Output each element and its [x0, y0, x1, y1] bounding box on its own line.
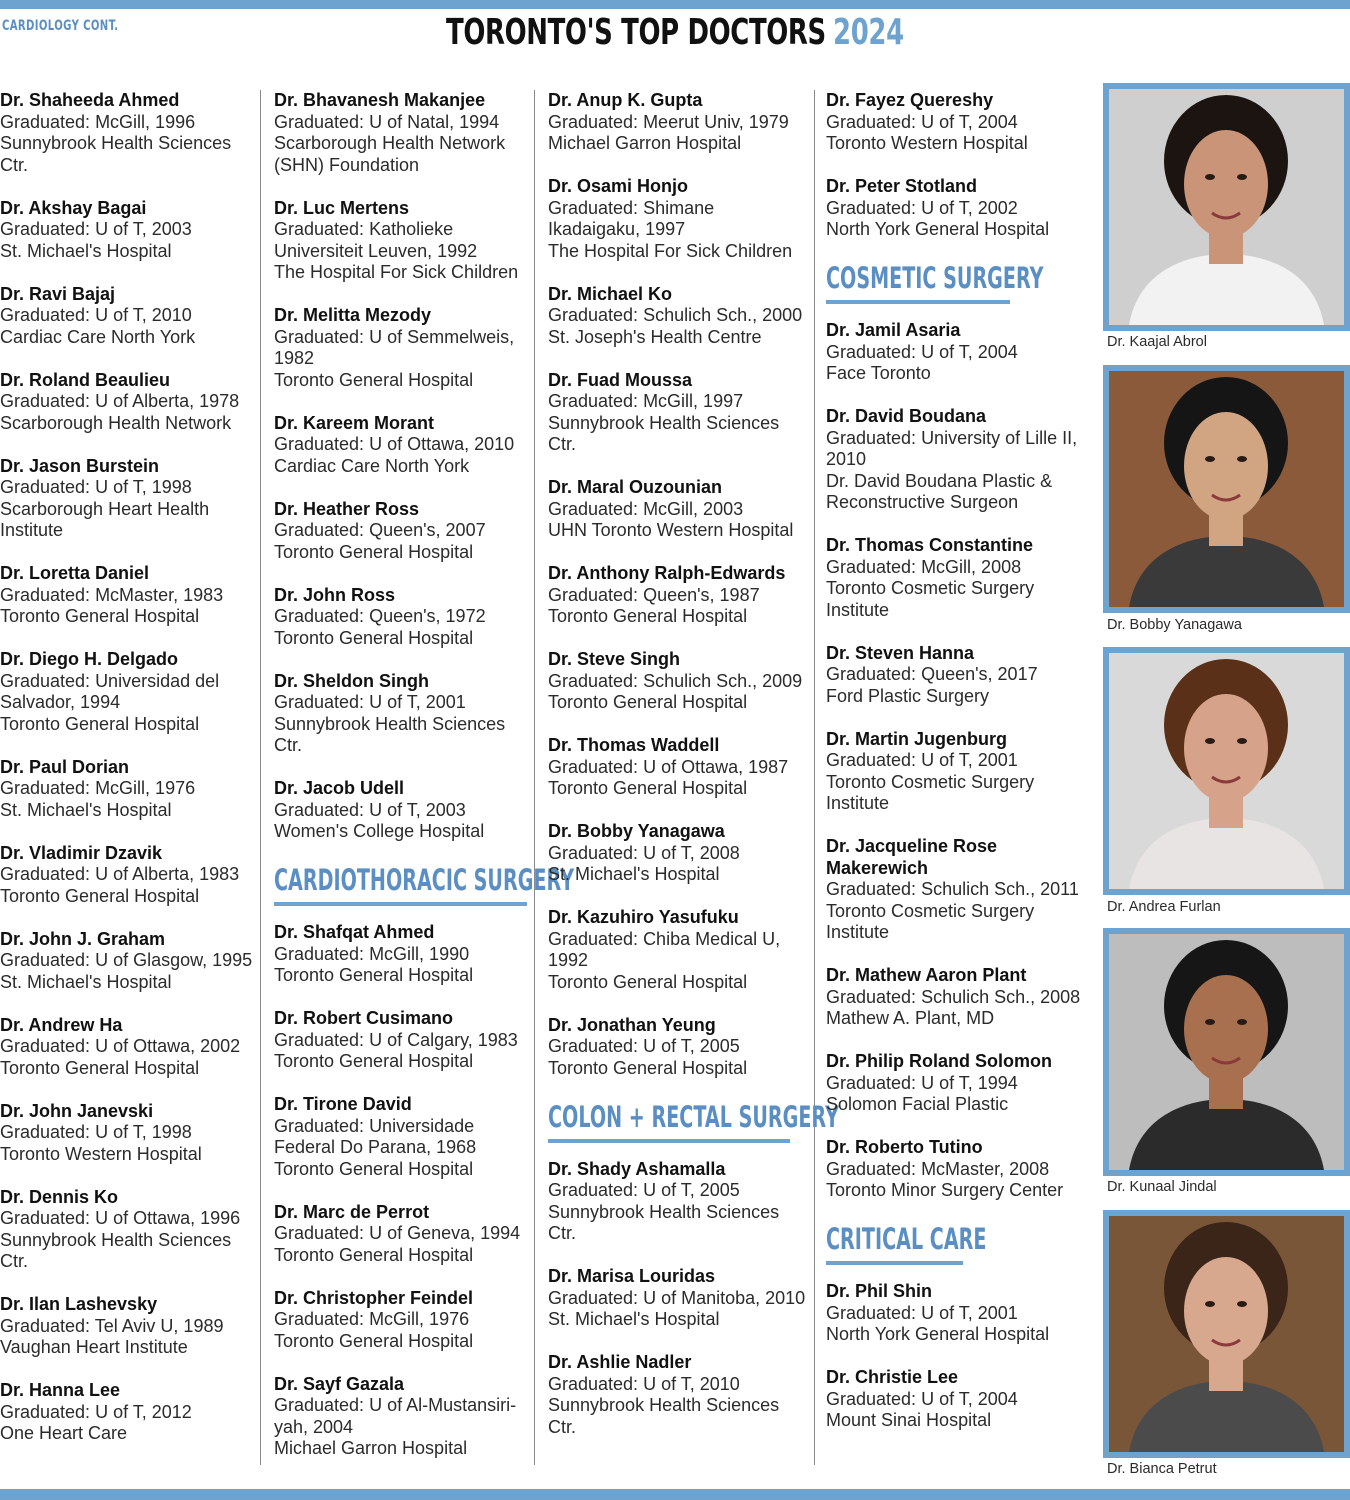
- portrait-photo: [1103, 365, 1350, 613]
- portrait-photo: [1103, 83, 1350, 331]
- doctor-hospital: The Hospital For Sick Children: [274, 262, 519, 282]
- section-label: CARDIOLOGY CONT.: [2, 18, 119, 34]
- doctor-name: Dr. Shafqat Ahmed: [274, 922, 435, 942]
- doctor-name: Dr. Thomas Constantine: [826, 535, 1034, 555]
- doctor-name: Dr. Ravi Bajaj: [0, 283, 116, 304]
- doctor-hospital: Sunnybrook Health Sciences Ctr.: [0, 133, 232, 175]
- doctor-name: Dr. Christie Lee: [826, 1367, 959, 1387]
- doctor-entry: [826, 535, 1096, 621]
- column-divider: [260, 90, 261, 1465]
- doctor-graduated: Graduated: University of Lille II, 2010: [826, 427, 1078, 469]
- doctor-name: Dr. Melitta Mezody: [274, 305, 432, 325]
- portrait-eye: [1205, 1019, 1215, 1025]
- doctor-entry: [548, 821, 810, 886]
- doctor-hospital: Mathew A. Plant, MD: [826, 1008, 995, 1028]
- doctor-graduated: Graduated: U of T, 1998: [0, 1122, 192, 1142]
- portrait-face: [1184, 412, 1268, 520]
- doctor-graduated: Graduated: McGill, 2008: [826, 556, 1022, 577]
- doctor-entry: [274, 585, 530, 650]
- section-heading-cosmetic: [826, 262, 1096, 308]
- doctor-graduated: Graduated: Schulich Sch., 2000: [548, 305, 803, 325]
- doctor-name: Dr. John Ross: [274, 584, 396, 605]
- doctor-graduated: Graduated: Schulich Sch., 2011: [826, 879, 1079, 899]
- doctor-entry: [0, 649, 258, 735]
- doctor-hospital: Michael Garron Hospital: [274, 1438, 468, 1458]
- doctor-name: Dr. Jason Burstein: [0, 455, 160, 476]
- doctor-name: Dr. Kareem Morant: [274, 412, 435, 433]
- doctor-name: Dr. Shady Ashamalla: [548, 1158, 726, 1179]
- doctor-graduated: Graduated: U of T, 2004: [826, 1388, 1018, 1409]
- doctor-graduated: Graduated: U of Geneva, 1994: [274, 1223, 521, 1243]
- portrait-face: [1184, 1257, 1268, 1365]
- entry-list: [826, 90, 1096, 241]
- portrait-illustration: [1109, 1216, 1344, 1452]
- doctor-graduated: Graduated: Schulich Sch., 2009: [548, 670, 803, 691]
- section-heading-text: CRITICAL CARE: [826, 1222, 987, 1256]
- doctor-hospital: Toronto General Hospital: [274, 369, 474, 390]
- entry-list: [274, 90, 530, 843]
- entry-list: [548, 1159, 810, 1439]
- doctor-entry: [548, 907, 810, 993]
- portrait-illustration: [1109, 934, 1344, 1170]
- doctor-hospital: Toronto General Hospital: [548, 778, 748, 798]
- doctor-entry: [826, 176, 1096, 241]
- column-divider: [534, 90, 535, 1465]
- doctor-hospital: St. Michael's Hospital: [0, 971, 172, 992]
- doctor-entry: [548, 90, 810, 155]
- doctor-name: Dr. Tirone David: [274, 1094, 412, 1114]
- doctor-name: Dr. Paul Dorian: [0, 756, 130, 777]
- doctor-graduated: Graduated: U of T, 2012: [0, 1401, 192, 1422]
- doctor-graduated: Graduated: U of T, 2003: [0, 219, 192, 239]
- doctor-name: Dr. Roland Beaulieu: [0, 369, 171, 390]
- section-heading-underline: [274, 902, 527, 906]
- doctor-entry: [274, 922, 530, 987]
- doctor-hospital: Dr. David Boudana Plastic & Reconstructive Surgeon: [826, 470, 1053, 512]
- portrait-eye: [1205, 456, 1215, 462]
- doctor-hospital: Sunnybrook Health Sciences Ctr.: [548, 1395, 780, 1437]
- doctor-hospital: Toronto Cosmetic Surgery Institute: [826, 578, 1035, 620]
- section-heading-underline: [548, 1139, 790, 1143]
- doctor-hospital: Toronto General Hospital: [548, 692, 748, 712]
- doctor-name: Dr. Christopher Feindel: [274, 1287, 474, 1308]
- doctor-entry: [0, 198, 258, 263]
- doctor-hospital: Scarborough Health Network (SHN) Foundation: [274, 133, 506, 175]
- doctor-name: Dr. Vladimir Dzavik: [0, 842, 163, 863]
- doctor-entry: [0, 757, 258, 822]
- doctor-name: Dr. Marisa Louridas: [548, 1266, 716, 1286]
- column-divider: [814, 90, 815, 1465]
- entry-list: [826, 320, 1096, 1202]
- doctor-name: Dr. Maral Ouzounian: [548, 477, 723, 497]
- doctor-hospital: Sunnybrook Health Sciences Ctr.: [0, 1229, 232, 1271]
- doctor-graduated: Graduated: Universidade Federal Do Parana, 1968: [274, 1115, 477, 1157]
- section-heading-text: COSMETIC SURGERY: [826, 261, 1044, 295]
- doctor-hospital: St. Michael's Hospital: [0, 240, 172, 261]
- photo-caption: Dr. Andrea Furlan: [1107, 899, 1221, 915]
- doctor-name: Dr. Heather Ross: [274, 498, 420, 519]
- doctor-entry: [548, 1015, 810, 1080]
- section-heading-colon-rectal: [548, 1099, 839, 1147]
- photo-caption: Dr. Kunaal Jindal: [1107, 1179, 1217, 1195]
- photo-caption: Dr. Bianca Petrut: [1107, 1461, 1217, 1477]
- page-year: 2024: [833, 12, 904, 53]
- doctor-entry: [0, 1101, 258, 1166]
- doctor-entry: [0, 1187, 258, 1273]
- doctor-entry: [826, 836, 1096, 944]
- doctor-graduated: Graduated: U of Glasgow, 1995: [0, 950, 253, 970]
- doctor-entry: [826, 406, 1096, 514]
- doctor-entry: [826, 729, 1096, 815]
- doctor-name: Dr. Thomas Waddell: [548, 735, 720, 755]
- doctor-hospital: St. Michael's Hospital: [548, 1309, 720, 1329]
- doctor-name: Dr. Loretta Daniel: [0, 563, 150, 583]
- masthead: [0, 12, 1350, 53]
- doctor-name: Dr. Ilan Lashevsky: [0, 1294, 158, 1314]
- doctor-name: Dr. Michael Ko: [548, 283, 673, 304]
- portrait-illustration: [1109, 371, 1344, 607]
- portrait-eye: [1237, 738, 1247, 744]
- doctor-entry: [274, 671, 530, 757]
- doctor-name: Dr. Jacob Udell: [274, 778, 405, 798]
- doctor-graduated: Graduated: U of T, 2005: [548, 1180, 740, 1200]
- doctor-hospital: Toronto General Hospital: [0, 1057, 200, 1078]
- section-heading-cardiothoracic: [274, 863, 575, 910]
- doctor-hospital: Sunnybrook Health Sciences Ctr.: [548, 412, 780, 454]
- doctor-hospital: Toronto General Hospital: [274, 1330, 474, 1351]
- doctor-graduated: Graduated: U of Alberta, 1978: [0, 391, 240, 411]
- doctor-hospital: Toronto General Hospital: [274, 1158, 474, 1179]
- doctor-hospital: Solomon Facial Plastic: [826, 1094, 1009, 1114]
- doctor-name: Dr. Roberto Tutino: [826, 1137, 983, 1157]
- doctor-name: Dr. Anthony Ralph-Edwards: [548, 563, 786, 583]
- doctor-hospital: North York General Hospital: [826, 1324, 1050, 1344]
- doctor-name: Dr. Mathew Aaron Plant: [826, 965, 1027, 985]
- doctor-graduated: Graduated: McGill, 1996: [0, 111, 196, 132]
- doctor-graduated: Graduated: U of Ottawa, 2010: [274, 434, 515, 454]
- doctor-graduated: Graduated: McMaster, 2008: [826, 1158, 1050, 1179]
- doctor-name: Dr. Marc de Perrot: [274, 1201, 430, 1222]
- doctor-name: Dr. Anup K. Gupta: [548, 90, 703, 110]
- doctor-name: Dr. Jacqueline Rose Makerewich: [826, 836, 998, 878]
- photo-caption: Dr. Kaajal Abrol: [1107, 334, 1207, 350]
- doctor-graduated: Graduated: Shimane Ikadaigaku, 1997: [548, 197, 715, 239]
- section-heading-text: CARDIOTHORACIC SURGERY: [274, 863, 575, 897]
- doctor-hospital: Toronto General Hospital: [0, 606, 200, 626]
- portrait-illustration: [1109, 653, 1344, 889]
- doctor-graduated: Graduated: U of T, 2010: [548, 1373, 740, 1394]
- doctor-entry: [0, 843, 258, 908]
- doctor-name: Dr. Diego H. Delgado: [0, 649, 179, 669]
- column-4: [826, 90, 1096, 1453]
- doctor-graduated: Graduated: McGill, 1990: [274, 943, 470, 964]
- doctor-name: Dr. Osami Honjo: [548, 176, 689, 196]
- doctor-graduated: Graduated: Schulich Sch., 2008: [826, 986, 1081, 1007]
- column-2: [274, 90, 575, 1481]
- doctor-hospital: Michael Garron Hospital: [548, 133, 742, 153]
- doctor-graduated: Graduated: U of Ottawa, 1996: [0, 1208, 241, 1228]
- doctor-graduated: Graduated: U of T, 1998: [0, 477, 192, 497]
- doctor-hospital: Toronto General Hospital: [548, 971, 748, 992]
- doctor-hospital: Toronto General Hospital: [274, 541, 474, 562]
- doctor-hospital: Mount Sinai Hospital: [826, 1410, 992, 1430]
- doctor-entry: [0, 370, 258, 435]
- doctor-graduated: Graduated: Chiba Medical U, 1992: [548, 928, 781, 970]
- doctor-hospital: One Heart Care: [0, 1423, 128, 1443]
- doctor-name: Dr. Luc Mertens: [274, 197, 410, 218]
- doctor-entry: [0, 1380, 258, 1445]
- doctor-name: Dr. Martin Jugenburg: [826, 728, 1008, 749]
- section-heading-critical-care: [826, 1223, 1096, 1269]
- doctor-entry: [274, 1008, 530, 1073]
- doctor-entry: [826, 1281, 1096, 1346]
- doctor-entry: [548, 1159, 810, 1245]
- doctor-hospital: Toronto General Hospital: [274, 1051, 474, 1071]
- doctor-hospital: St. Michael's Hospital: [0, 799, 172, 820]
- portrait-eye: [1237, 456, 1247, 462]
- doctor-graduated: Graduated: U of Semmelweis, 1982: [274, 326, 515, 368]
- portrait-eye: [1237, 1019, 1247, 1025]
- doctor-name: Dr. Sayf Gazala: [274, 1373, 405, 1394]
- doctor-entry: [274, 778, 530, 843]
- doctor-name: Dr. Hanna Lee: [0, 1380, 121, 1400]
- doctor-graduated: Graduated: U of Al-Mustansiri-yah, 2004: [274, 1395, 517, 1437]
- doctor-hospital: Toronto General Hospital: [0, 885, 200, 906]
- doctor-name: Dr. Phil Shin: [826, 1281, 933, 1301]
- top-accent-bar: [0, 0, 1350, 9]
- doctor-entry: [548, 1352, 810, 1438]
- portrait-face: [1184, 694, 1268, 802]
- portrait-photo: [1103, 928, 1350, 1176]
- doctor-name: Dr. Bobby Yanagawa: [548, 821, 725, 841]
- doctor-hospital: Toronto General Hospital: [274, 1244, 474, 1265]
- doctor-name: Dr. Dennis Ko: [0, 1186, 119, 1207]
- doctor-entry: [274, 1094, 530, 1180]
- doctor-graduated: Graduated: U of T, 2008: [548, 842, 740, 863]
- portrait-face: [1184, 975, 1268, 1083]
- doctor-graduated: Graduated: U of Alberta, 1983: [0, 864, 240, 884]
- doctor-graduated: Graduated: Tel Aviv U, 1989: [0, 1315, 224, 1336]
- doctor-entry: [548, 563, 810, 628]
- doctor-hospital: Toronto Cosmetic Surgery Institute: [826, 771, 1035, 813]
- portrait-face: [1184, 130, 1268, 238]
- doctor-hospital: Vaughan Heart Institute: [0, 1337, 188, 1357]
- doctor-graduated: Graduated: U of T, 2003: [274, 799, 466, 820]
- doctor-entry: [0, 1294, 258, 1359]
- doctor-graduated: Graduated: U of T, 2004: [826, 111, 1018, 132]
- doctor-name: Dr. Akshay Bagai: [0, 197, 147, 218]
- doctor-hospital: St. Joseph's Health Centre: [548, 326, 762, 347]
- doctor-graduated: Graduated: Queen's, 2017: [826, 664, 1038, 684]
- doctor-entry: [548, 176, 810, 262]
- portrait-photo: [1103, 1210, 1350, 1458]
- doctor-hospital: Toronto General Hospital: [548, 606, 748, 626]
- doctor-entry: [0, 563, 258, 628]
- doctor-hospital: Toronto General Hospital: [274, 965, 474, 985]
- doctor-name: Dr. Sheldon Singh: [274, 670, 430, 691]
- doctor-name: Dr. Shaheeda Ahmed: [0, 90, 180, 110]
- doctor-graduated: Graduated: Queen's, 2007: [274, 520, 486, 540]
- doctor-entry: [274, 499, 530, 564]
- doctor-graduated: Graduated: U of T, 2010: [0, 305, 192, 325]
- section-heading-underline: [826, 300, 1010, 304]
- doctor-hospital: Sunnybrook Health Sciences Ctr.: [548, 1201, 780, 1243]
- doctor-entry: [0, 90, 258, 176]
- doctor-entry: [274, 413, 530, 478]
- portrait-eye: [1205, 174, 1215, 180]
- doctor-entry: [548, 477, 810, 542]
- doctor-name: Dr. Steven Hanna: [826, 642, 975, 663]
- doctor-name: Dr. David Boudana: [826, 406, 987, 426]
- doctor-graduated: Graduated: Universidad del Salvador, 1994: [0, 670, 220, 712]
- doctor-graduated: Graduated: U of T, 2001: [826, 750, 1018, 770]
- doctor-entry: [0, 929, 258, 994]
- entry-list: [548, 90, 810, 1079]
- doctor-hospital: Toronto Cosmetic Surgery Institute: [826, 900, 1035, 942]
- doctor-name: Dr. Philip Roland Solomon: [826, 1051, 1053, 1071]
- doctor-name: Dr. Robert Cusimano: [274, 1008, 454, 1028]
- doctor-entry: [0, 1015, 258, 1080]
- bottom-accent-bar: [0, 1489, 1350, 1500]
- portrait-illustration: [1109, 89, 1344, 325]
- doctor-entry: [274, 305, 530, 391]
- doctor-hospital: Toronto General Hospital: [548, 1057, 748, 1078]
- doctor-hospital: UHN Toronto Western Hospital: [548, 520, 794, 540]
- doctor-name: Dr. Jonathan Yeung: [548, 1014, 716, 1035]
- doctor-name: Dr. Jamil Asaria: [826, 320, 961, 340]
- photo-caption: Dr. Bobby Yanagawa: [1107, 617, 1242, 633]
- doctor-hospital: Women's College Hospital: [274, 821, 485, 841]
- doctor-hospital: The Hospital For Sick Children: [548, 240, 793, 261]
- doctor-hospital: Toronto Minor Surgery Center: [826, 1180, 1064, 1200]
- entry-list: [826, 1281, 1096, 1432]
- page-title: TORONTO'S TOP DOCTORS: [446, 12, 826, 53]
- entry-list: [274, 922, 530, 1460]
- doctor-graduated: Graduated: U of T, 2001: [826, 1302, 1018, 1323]
- doctor-graduated: Graduated: McGill, 2003: [548, 498, 744, 519]
- doctor-entry: [548, 370, 810, 456]
- doctor-hospital: Scarborough Health Network: [0, 412, 232, 433]
- doctor-name: Dr. Bhavanesh Makanjee: [274, 90, 486, 110]
- doctor-entry: [548, 649, 810, 714]
- doctor-hospital: St. Michael's Hospital: [548, 864, 720, 884]
- portrait-eye: [1205, 1301, 1215, 1307]
- doctor-name: Dr. Fayez Quereshy: [826, 90, 994, 110]
- doctor-entry: [274, 1202, 530, 1267]
- doctor-entry: [826, 1051, 1096, 1116]
- doctor-name: Dr. Kazuhiro Yasufuku: [548, 907, 739, 927]
- doctor-name: Dr. Fuad Moussa: [548, 369, 693, 390]
- doctor-hospital: Cardiac Care North York: [274, 455, 470, 476]
- doctor-graduated: Graduated: McMaster, 1983: [0, 584, 224, 605]
- doctor-graduated: Graduated: U of Ottawa, 2002: [0, 1036, 241, 1056]
- doctor-graduated: Graduated: U of T, 2005: [548, 1036, 740, 1056]
- doctor-graduated: Graduated: U of Natal, 1994: [274, 111, 500, 132]
- doctor-entry: [0, 456, 258, 542]
- doctor-hospital: Toronto Western Hospital: [0, 1143, 202, 1164]
- doctor-name: Dr. Ashlie Nadler: [548, 1352, 692, 1372]
- doctor-entry: [0, 284, 258, 349]
- masthead-heading: [446, 12, 904, 53]
- doctor-entry: [826, 1137, 1096, 1202]
- doctor-name: Dr. Andrew Ha: [0, 1014, 123, 1035]
- doctor-graduated: Graduated: U of T, 2001: [274, 692, 466, 712]
- doctor-entry: [826, 90, 1096, 155]
- entry-list: [0, 90, 258, 1445]
- doctor-hospital: Toronto Western Hospital: [826, 133, 1028, 153]
- doctor-entry: [548, 735, 810, 800]
- doctor-entry: [826, 643, 1096, 708]
- doctor-name: Dr. Steve Singh: [548, 649, 681, 669]
- doctor-entry: [826, 1367, 1096, 1432]
- doctor-entry: [274, 90, 530, 176]
- doctor-graduated: Graduated: McGill, 1976: [0, 778, 196, 798]
- doctor-graduated: Graduated: U of T, 1994: [826, 1072, 1018, 1093]
- doctor-hospital: Ford Plastic Surgery: [826, 685, 990, 706]
- doctor-hospital: Cardiac Care North York: [0, 326, 196, 347]
- portrait-eye: [1205, 738, 1215, 744]
- doctor-name: Dr. John Janevski: [0, 1100, 154, 1121]
- doctor-graduated: Graduated: U of Manitoba, 2010: [548, 1287, 806, 1308]
- doctor-graduated: Graduated: U of Ottawa, 1987: [548, 756, 789, 777]
- doctor-graduated: Graduated: U of T, 2002: [826, 197, 1018, 218]
- doctor-hospital: Toronto General Hospital: [274, 627, 474, 648]
- portrait-eye: [1237, 174, 1247, 180]
- doctor-graduated: Graduated: U of T, 2004: [826, 341, 1018, 362]
- doctor-hospital: Toronto General Hospital: [0, 713, 200, 734]
- doctor-graduated: Graduated: Meerut Univ, 1979: [548, 111, 789, 132]
- doctor-hospital: Sunnybrook Health Sciences Ctr.: [274, 713, 506, 755]
- doctor-entry: [274, 1288, 530, 1353]
- column-1: [0, 90, 258, 1466]
- portrait-eye: [1237, 1301, 1247, 1307]
- doctor-entry: [826, 965, 1096, 1030]
- doctor-graduated: Graduated: McGill, 1997: [548, 391, 744, 411]
- doctor-graduated: Graduated: Queen's, 1987: [548, 584, 760, 605]
- section-heading-underline: [826, 1261, 963, 1265]
- doctor-hospital: Face Toronto: [826, 363, 931, 383]
- doctor-name: Dr. John J. Graham: [0, 928, 166, 949]
- doctor-entry: [274, 1374, 530, 1460]
- doctor-entry: [826, 320, 1096, 385]
- doctor-entry: [548, 1266, 810, 1331]
- doctor-graduated: Graduated: Katholieke Universiteit Leuven, 1992: [274, 219, 478, 261]
- doctor-hospital: North York General Hospital: [826, 219, 1050, 239]
- doctor-graduated: Graduated: U of Calgary, 1983: [274, 1029, 518, 1050]
- doctor-entry: [548, 284, 810, 349]
- doctor-graduated: Graduated: Queen's, 1972: [274, 606, 486, 626]
- doctor-entry: [274, 198, 530, 284]
- doctor-name: Dr. Peter Stotland: [826, 176, 978, 196]
- column-3: [548, 90, 839, 1460]
- portrait-photo: [1103, 647, 1350, 895]
- doctor-hospital: Scarborough Heart Health Institute: [0, 498, 210, 540]
- doctor-graduated: Graduated: McGill, 1976: [274, 1309, 470, 1329]
- section-heading-text: COLON + RECTAL SURGERY: [548, 1099, 839, 1134]
